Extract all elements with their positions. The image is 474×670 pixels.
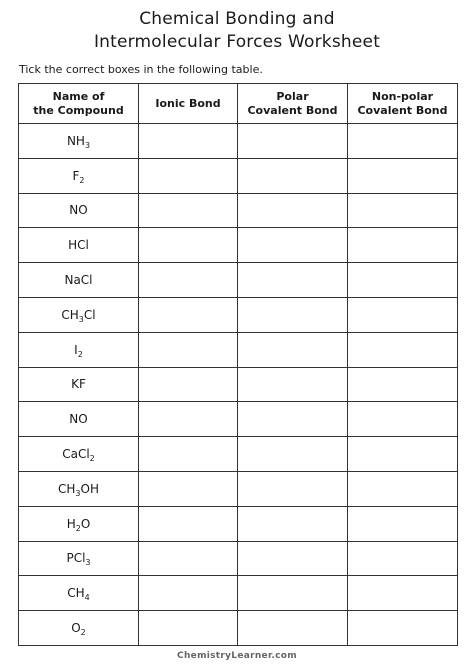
nonpolar-covalent-cell[interactable] (348, 506, 458, 541)
compound-formula: NaCl (19, 263, 139, 298)
compound-formula: $CH_3OH$ (19, 471, 139, 506)
header-ionic-bond (139, 84, 238, 124)
polar-covalent-cell[interactable] (238, 541, 348, 576)
nonpolar-covalent-cell[interactable] (348, 402, 458, 437)
table-row (19, 228, 458, 263)
compound-formula: $O_2$ (19, 611, 139, 646)
table-body (19, 124, 458, 646)
ionic-bond-cell[interactable] (139, 332, 238, 367)
table-row (19, 471, 458, 506)
compound-formula: $I_2$ (19, 332, 139, 367)
header-compound-name (19, 84, 139, 124)
header-line: Ionic Bond (155, 96, 221, 110)
compound-formula: NO (19, 402, 139, 437)
table-row (19, 332, 458, 367)
header-nonpolar-covalent (348, 84, 458, 124)
nonpolar-covalent-cell[interactable] (348, 541, 458, 576)
compound-formula: NO (19, 193, 139, 228)
table-row (19, 437, 458, 472)
compound-formula: CaCl$_2$ (19, 437, 139, 472)
compound-formula: $CH_4$ (19, 576, 139, 611)
table-row (19, 541, 458, 576)
bonding-table (18, 83, 458, 646)
nonpolar-covalent-cell[interactable] (348, 263, 458, 298)
polar-covalent-cell[interactable] (238, 506, 348, 541)
polar-covalent-cell[interactable] (238, 437, 348, 472)
polar-covalent-cell[interactable] (238, 263, 348, 298)
ionic-bond-cell[interactable] (139, 228, 238, 263)
ionic-bond-cell[interactable] (139, 437, 238, 472)
ionic-bond-cell[interactable] (139, 506, 238, 541)
table-row (19, 576, 458, 611)
polar-covalent-cell[interactable] (238, 228, 348, 263)
compound-formula: HCl (19, 228, 139, 263)
ionic-bond-cell[interactable] (139, 158, 238, 193)
nonpolar-covalent-cell[interactable] (348, 297, 458, 332)
worksheet-title (0, 8, 474, 54)
polar-covalent-cell[interactable] (238, 402, 348, 437)
header-line: Non-polar (371, 89, 434, 103)
table-row (19, 193, 458, 228)
ionic-bond-cell[interactable] (139, 576, 238, 611)
ionic-bond-cell[interactable] (139, 193, 238, 228)
polar-covalent-cell[interactable] (238, 576, 348, 611)
compound-formula: $F_2$ (19, 158, 139, 193)
header-line: Name of (52, 89, 105, 103)
polar-covalent-cell[interactable] (238, 332, 348, 367)
ionic-bond-cell[interactable] (139, 263, 238, 298)
ionic-bond-cell[interactable] (139, 402, 238, 437)
nonpolar-covalent-cell[interactable] (348, 611, 458, 646)
table-row (19, 611, 458, 646)
ionic-bond-cell[interactable] (139, 611, 238, 646)
nonpolar-covalent-cell[interactable] (348, 367, 458, 402)
header-line: the Compound (33, 103, 124, 117)
polar-covalent-cell[interactable] (238, 193, 348, 228)
nonpolar-covalent-cell[interactable] (348, 437, 458, 472)
ionic-bond-cell[interactable] (139, 367, 238, 402)
table-row (19, 506, 458, 541)
compound-formula: $NH_3$ (19, 124, 139, 159)
polar-covalent-cell[interactable] (238, 471, 348, 506)
compound-formula: PCl$_3$ (19, 541, 139, 576)
polar-covalent-cell[interactable] (238, 124, 348, 159)
polar-covalent-cell[interactable] (238, 158, 348, 193)
ionic-bond-cell[interactable] (139, 541, 238, 576)
title-line-1: Chemical Bonding and (139, 9, 335, 29)
polar-covalent-cell[interactable] (238, 297, 348, 332)
compound-formula: $H_2O$ (19, 506, 139, 541)
polar-covalent-cell[interactable] (238, 611, 348, 646)
header-row (19, 84, 458, 124)
site-footer: ChemistryLearner.com (177, 651, 297, 661)
header-polar-covalent (238, 84, 348, 124)
header-line: Covalent Bond (247, 103, 338, 117)
nonpolar-covalent-cell[interactable] (348, 332, 458, 367)
nonpolar-covalent-cell[interactable] (348, 576, 458, 611)
table-row (19, 263, 458, 298)
ionic-bond-cell[interactable] (139, 471, 238, 506)
nonpolar-covalent-cell[interactable] (348, 471, 458, 506)
polar-covalent-cell[interactable] (238, 367, 348, 402)
table-row (19, 297, 458, 332)
table-row (19, 402, 458, 437)
header-line: Polar (276, 89, 309, 103)
table-row (19, 367, 458, 402)
header-line: Covalent Bond (357, 103, 448, 117)
nonpolar-covalent-cell[interactable] (348, 124, 458, 159)
compound-formula: $CH_3Cl$ (19, 297, 139, 332)
nonpolar-covalent-cell[interactable] (348, 158, 458, 193)
table-row (19, 158, 458, 193)
nonpolar-covalent-cell[interactable] (348, 228, 458, 263)
ionic-bond-cell[interactable] (139, 297, 238, 332)
ionic-bond-cell[interactable] (139, 124, 238, 159)
table-row (19, 124, 458, 159)
compound-formula: KF (19, 367, 139, 402)
nonpolar-covalent-cell[interactable] (348, 193, 458, 228)
title-line-2: Intermolecular Forces Worksheet (93, 32, 381, 52)
instruction-text: Tick the correct boxes in the following table. (19, 63, 263, 76)
